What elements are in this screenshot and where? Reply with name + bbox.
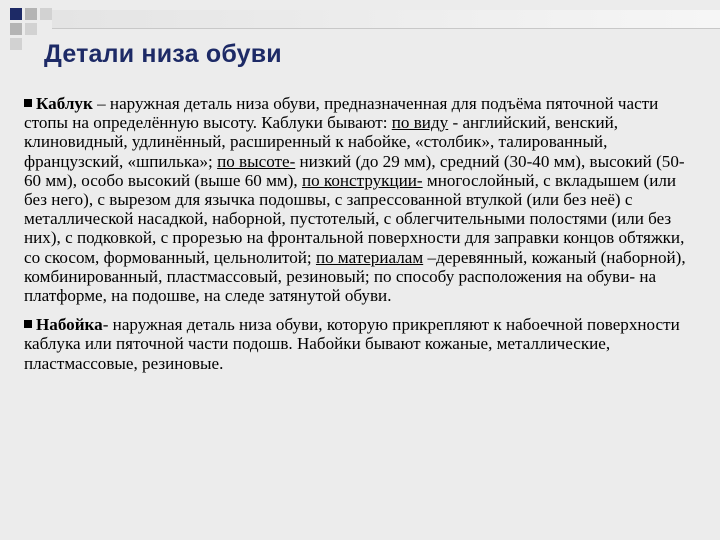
paragraph-kabluk xyxy=(24,94,694,305)
text-segment: –деревянный, кожаный (наборной), комбинированный, пластмассовый, резиновый; по способу расположения на обуви- на платформе, на подошве, на следе затянутой обуви. xyxy=(24,247,686,306)
paragraph-text xyxy=(24,94,686,305)
text-segment: - английский, венский, клиновидный, удлинённый, расширенный к набойке, «столбик», талированный, французский, «шпилька»; xyxy=(24,113,619,171)
paragraph-text xyxy=(24,315,680,372)
text-segment: многослойный, с вкладышем (или без него), с вырезом для язычка подошвы, с запрессованной втулкой (или без неё) с металлической насадкой, наборной, пустотелый, с облегчительными полостями (или без них), с подковкой, с прорезью на фронтальной поверхности для заправки концов обтяжки, со скосом, формованный, цельнолитой; xyxy=(24,170,685,267)
underlined-text: по конструкции- xyxy=(301,170,423,190)
decor-square xyxy=(40,8,52,20)
decor-square xyxy=(10,38,22,50)
paragraph-naboika xyxy=(24,315,694,373)
term: Набойка xyxy=(36,315,103,335)
decor-square xyxy=(25,23,37,35)
underlined-text: по материалам xyxy=(315,247,424,267)
bullet-icon xyxy=(24,99,32,107)
decor-square xyxy=(10,8,22,20)
text-segment: – наружная деталь низа обуви, предназначенная для подъёма пяточной части стопы на определённую высоту. Каблуки бывают: xyxy=(24,94,659,133)
slide-body xyxy=(24,94,694,383)
text-segment: - наружная деталь низа обуви, которую прикрепляют к набоечной поверхности каблука или пяточной части подошв. Набойки бывают кожаные, металлические, пластмассовые, резиновые. xyxy=(24,315,680,373)
underlined-text: по высоте- xyxy=(217,151,296,171)
header-bar xyxy=(52,10,720,28)
bullet-icon xyxy=(24,320,32,328)
underlined-text: по виду xyxy=(391,113,449,133)
decor-square xyxy=(10,23,22,35)
decor-square xyxy=(25,8,37,20)
term: Каблук xyxy=(36,94,93,113)
text-segment: низкий (до 29 мм), средний (30-40 мм), высокий (50-60 мм), особо высокий (выше 60 мм), xyxy=(24,151,685,190)
header-divider xyxy=(52,28,720,29)
page-title: Детали низа обуви xyxy=(44,40,282,68)
